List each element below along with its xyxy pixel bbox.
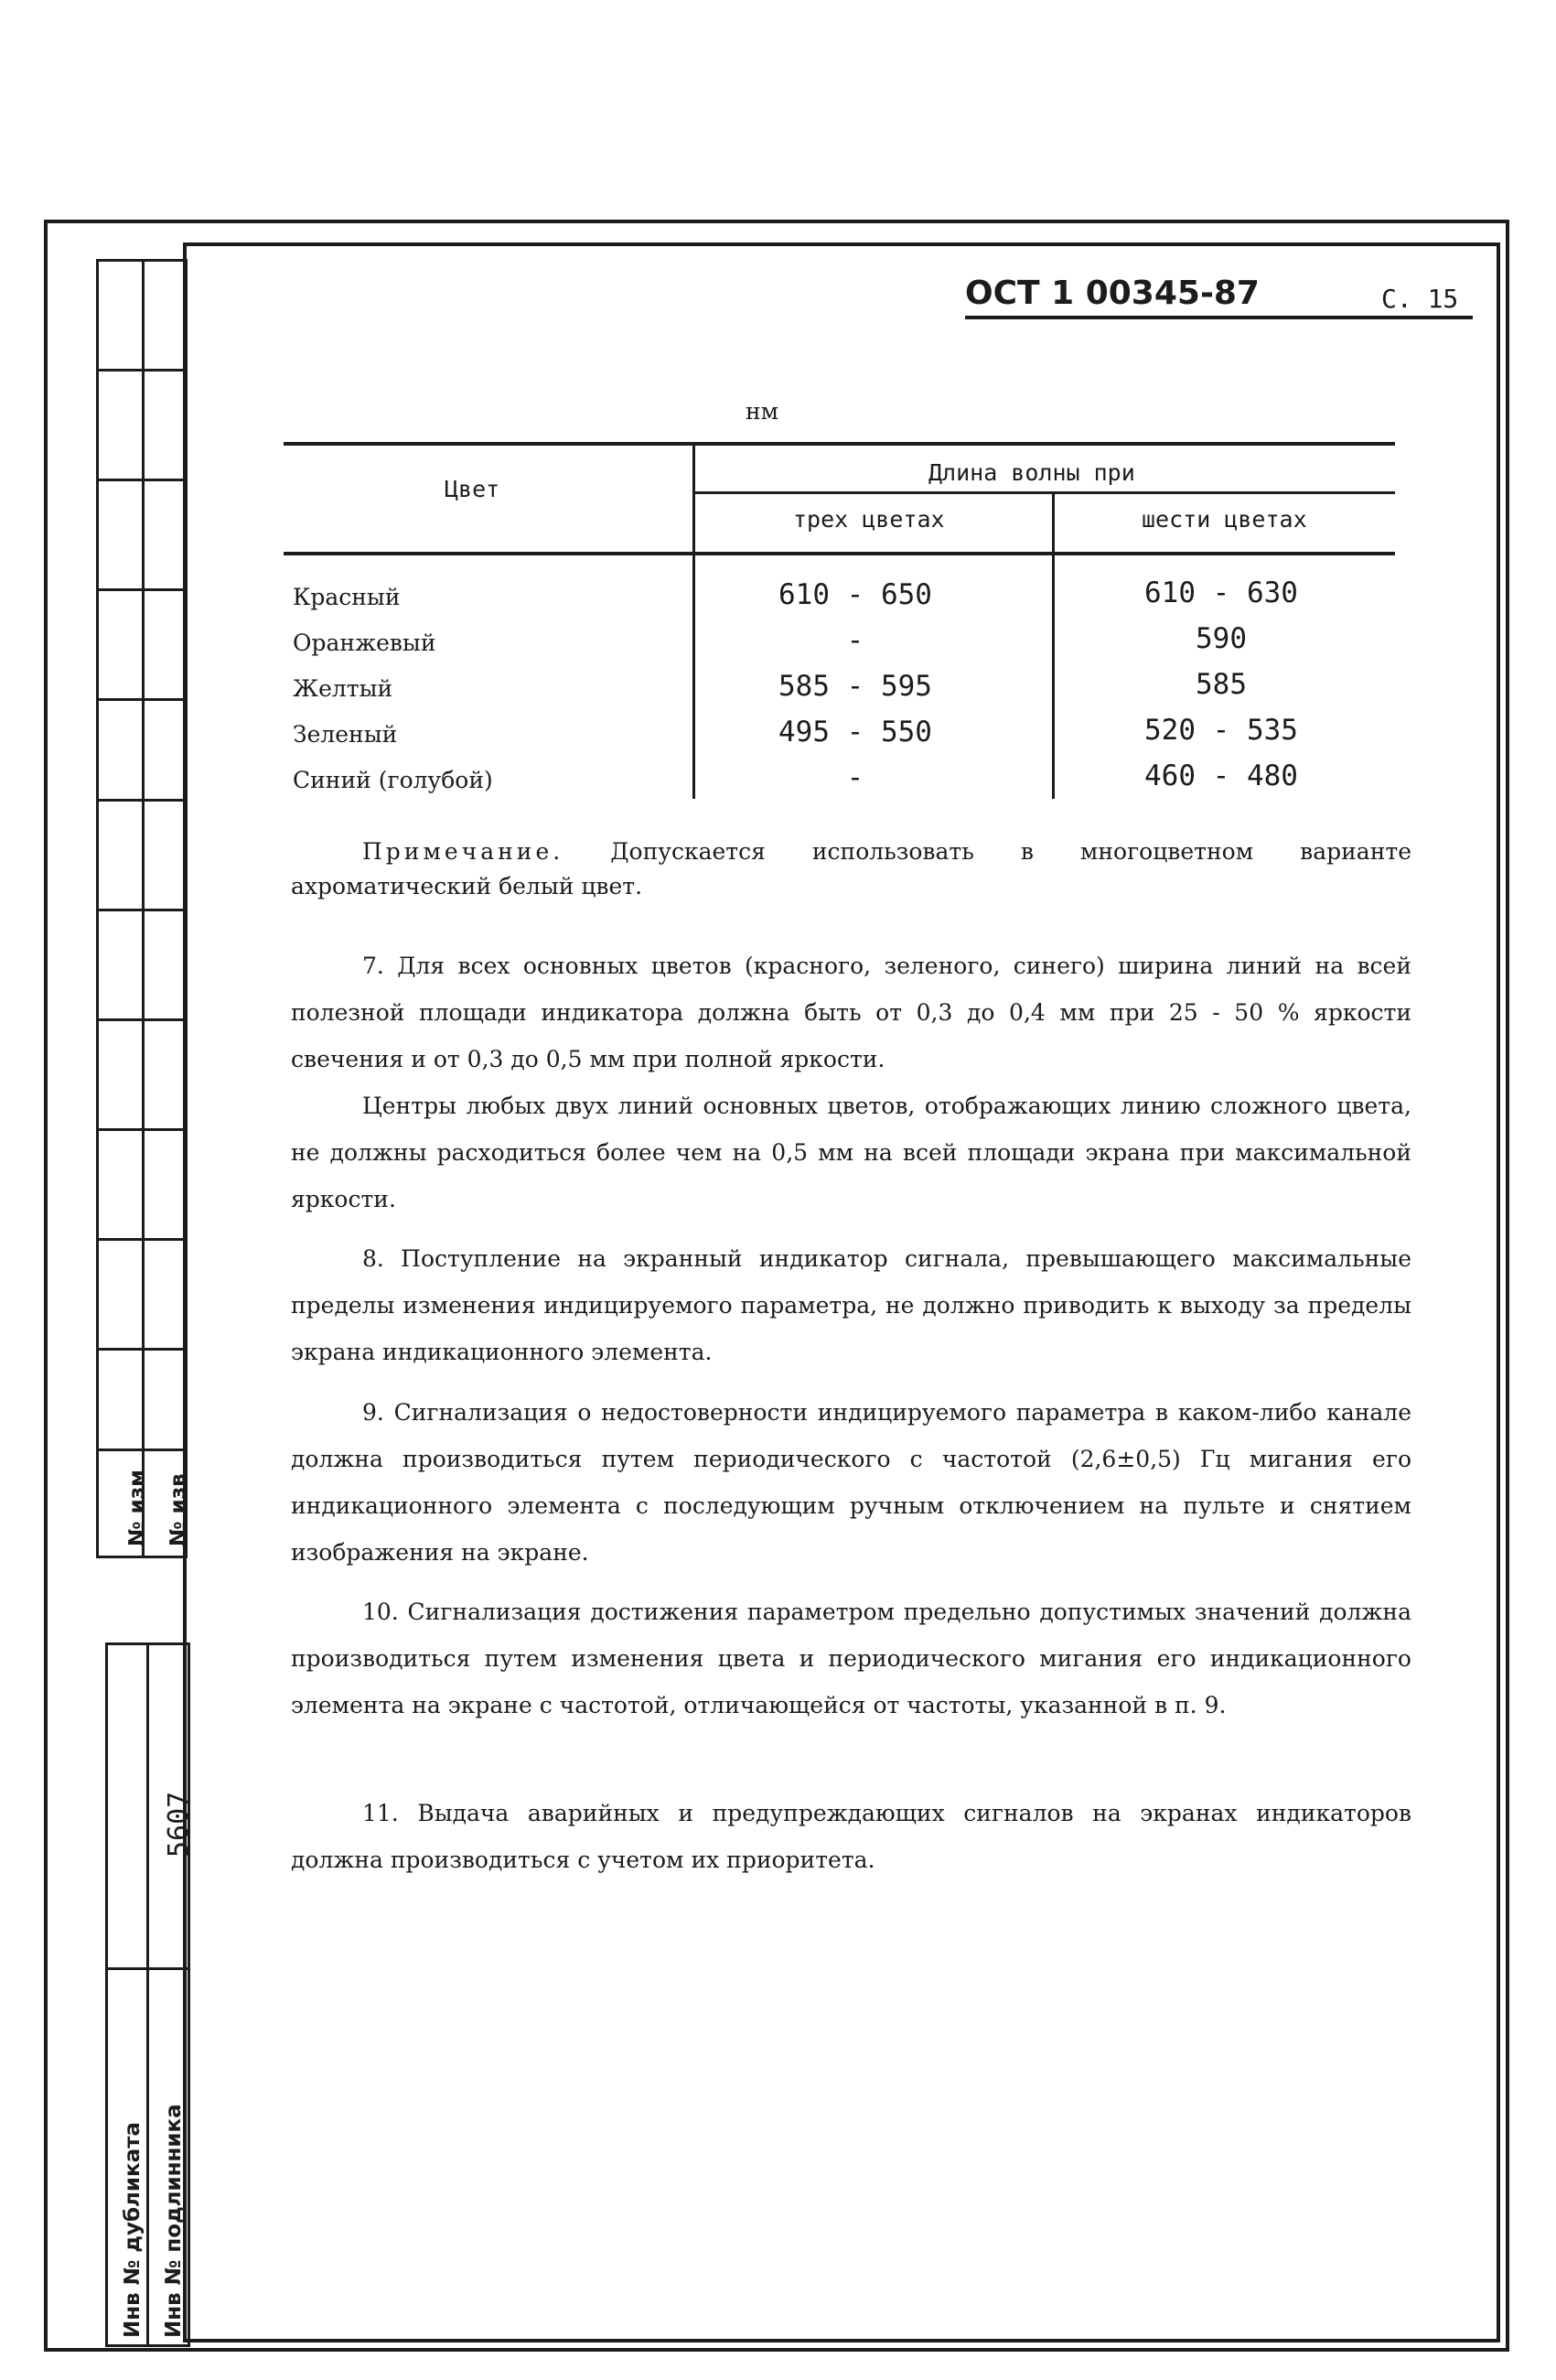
paragraph-7-text: 7. Для всех основных цветов (красного, зеленого, синего) ширина линий на всей полезной площади индикатора должна быть от 0,3 до 0,4 мм при 25 - 50 % яркости свечения и от 0,3 до 0,5 мм при полной яркости. bbox=[291, 953, 1411, 1072]
strip-rule bbox=[96, 698, 188, 701]
row-three: 495 - 550 bbox=[778, 716, 932, 748]
strip-rule bbox=[96, 1238, 188, 1241]
page-number: С. 15 bbox=[1381, 284, 1459, 314]
paragraph-8 bbox=[291, 1235, 1411, 1375]
paragraph-8-text: 8. Поступление на экранный индикатор сигнала, превышающего максимальные пределы изменения индицируемого параметра, не должно приводить к выходу за пределы экрана индикационного элемента. bbox=[291, 1245, 1411, 1365]
table-note bbox=[291, 835, 1411, 904]
strip-rule bbox=[96, 588, 188, 591]
row-three: - bbox=[846, 761, 864, 794]
side-strip-lower-divider bbox=[146, 1642, 149, 2347]
note-label: Примечание. bbox=[362, 838, 564, 865]
strip-rule bbox=[96, 909, 188, 911]
paragraph-7-centers-text: Центры любых двух линий основных цветов, отображающих линию сложного цвета, не должны расходиться более чем на 0,5 мм на всей площади экрана при максимальной яркости. bbox=[291, 1093, 1411, 1212]
row-color: Красный bbox=[293, 584, 401, 610]
strip-rule bbox=[96, 1128, 188, 1131]
strip-rule bbox=[96, 1348, 188, 1351]
podlinnik-label: Инв № подлинника bbox=[162, 2104, 186, 2338]
strip-rule bbox=[96, 479, 188, 481]
strip-rule bbox=[96, 1018, 188, 1021]
strip-rule bbox=[96, 799, 188, 802]
row-six: 520 - 535 bbox=[1144, 714, 1298, 747]
paragraph-7 bbox=[291, 942, 1411, 1082]
table-col-divider-2 bbox=[1052, 491, 1055, 799]
paragraph-10-text: 10. Сигнализация достижения параметром предельно допустимых значений должна производиться путем изменения цвета и периодического мигания его индикационного элемента на экране с частотой, отличающейся от частоты, указанной в п. 9. bbox=[291, 1599, 1411, 1718]
table-unit: нм bbox=[746, 398, 779, 425]
col-header-color: Цвет bbox=[445, 476, 500, 502]
document-code: ОСТ 1 00345-87 bbox=[965, 275, 1260, 312]
row-six: 610 - 630 bbox=[1144, 576, 1298, 609]
dublikat-label: Инв № дубликата bbox=[121, 2122, 145, 2338]
row-color: Зеленый bbox=[293, 721, 398, 748]
paragraph-7-centers bbox=[291, 1082, 1411, 1222]
row-three: 610 - 650 bbox=[778, 578, 932, 611]
row-three: 585 - 595 bbox=[778, 670, 932, 703]
col-header-three: трех цветах bbox=[793, 506, 945, 533]
col-header-wavelength: Длина волны при bbox=[928, 459, 1135, 486]
paragraph-11-text: 11. Выдача аварийных и предупреждающих сигналов на экранах индикаторов должна производиться с учетом их приоритета. bbox=[291, 1800, 1411, 1873]
row-six: 460 - 480 bbox=[1144, 759, 1298, 792]
paragraph-9 bbox=[291, 1389, 1411, 1576]
header-underline bbox=[965, 316, 1473, 319]
col-header-six: шести цветах bbox=[1142, 506, 1307, 533]
table-subheader-rule bbox=[693, 491, 1395, 494]
strip-rule bbox=[105, 1967, 190, 1970]
row-three: - bbox=[846, 624, 864, 657]
paragraph-10 bbox=[291, 1588, 1411, 1728]
table-header-rule bbox=[284, 552, 1395, 555]
row-six: 585 bbox=[1196, 668, 1247, 701]
strip-rule bbox=[96, 369, 188, 372]
note-text: Допускается использовать в многоцветном варианте ахроматический белый цвет. bbox=[291, 838, 1411, 899]
paragraph-9-text: 9. Сигнализация о недостоверности индицируемого параметра в каком-либо канале должна производиться путем периодического с частотой (2,6±0,5) Гц мигания его индикационного элемента с последующим ручным отключением на пульте и снятием изображения на экране. bbox=[291, 1399, 1411, 1566]
izm-label: № изм bbox=[125, 1470, 149, 1546]
row-six: 590 bbox=[1196, 622, 1247, 655]
izv-label: № изв bbox=[166, 1473, 190, 1546]
table-col-divider-1 bbox=[692, 444, 695, 799]
row-color: Синий (голубой) bbox=[293, 767, 493, 793]
strip-rule bbox=[96, 1448, 188, 1451]
row-color: Оранжевый bbox=[293, 630, 436, 656]
inventory-number: 5607 bbox=[163, 1791, 195, 1858]
paragraph-11 bbox=[291, 1790, 1411, 1883]
row-color: Желтый bbox=[293, 675, 393, 702]
table-top-rule bbox=[284, 442, 1395, 446]
